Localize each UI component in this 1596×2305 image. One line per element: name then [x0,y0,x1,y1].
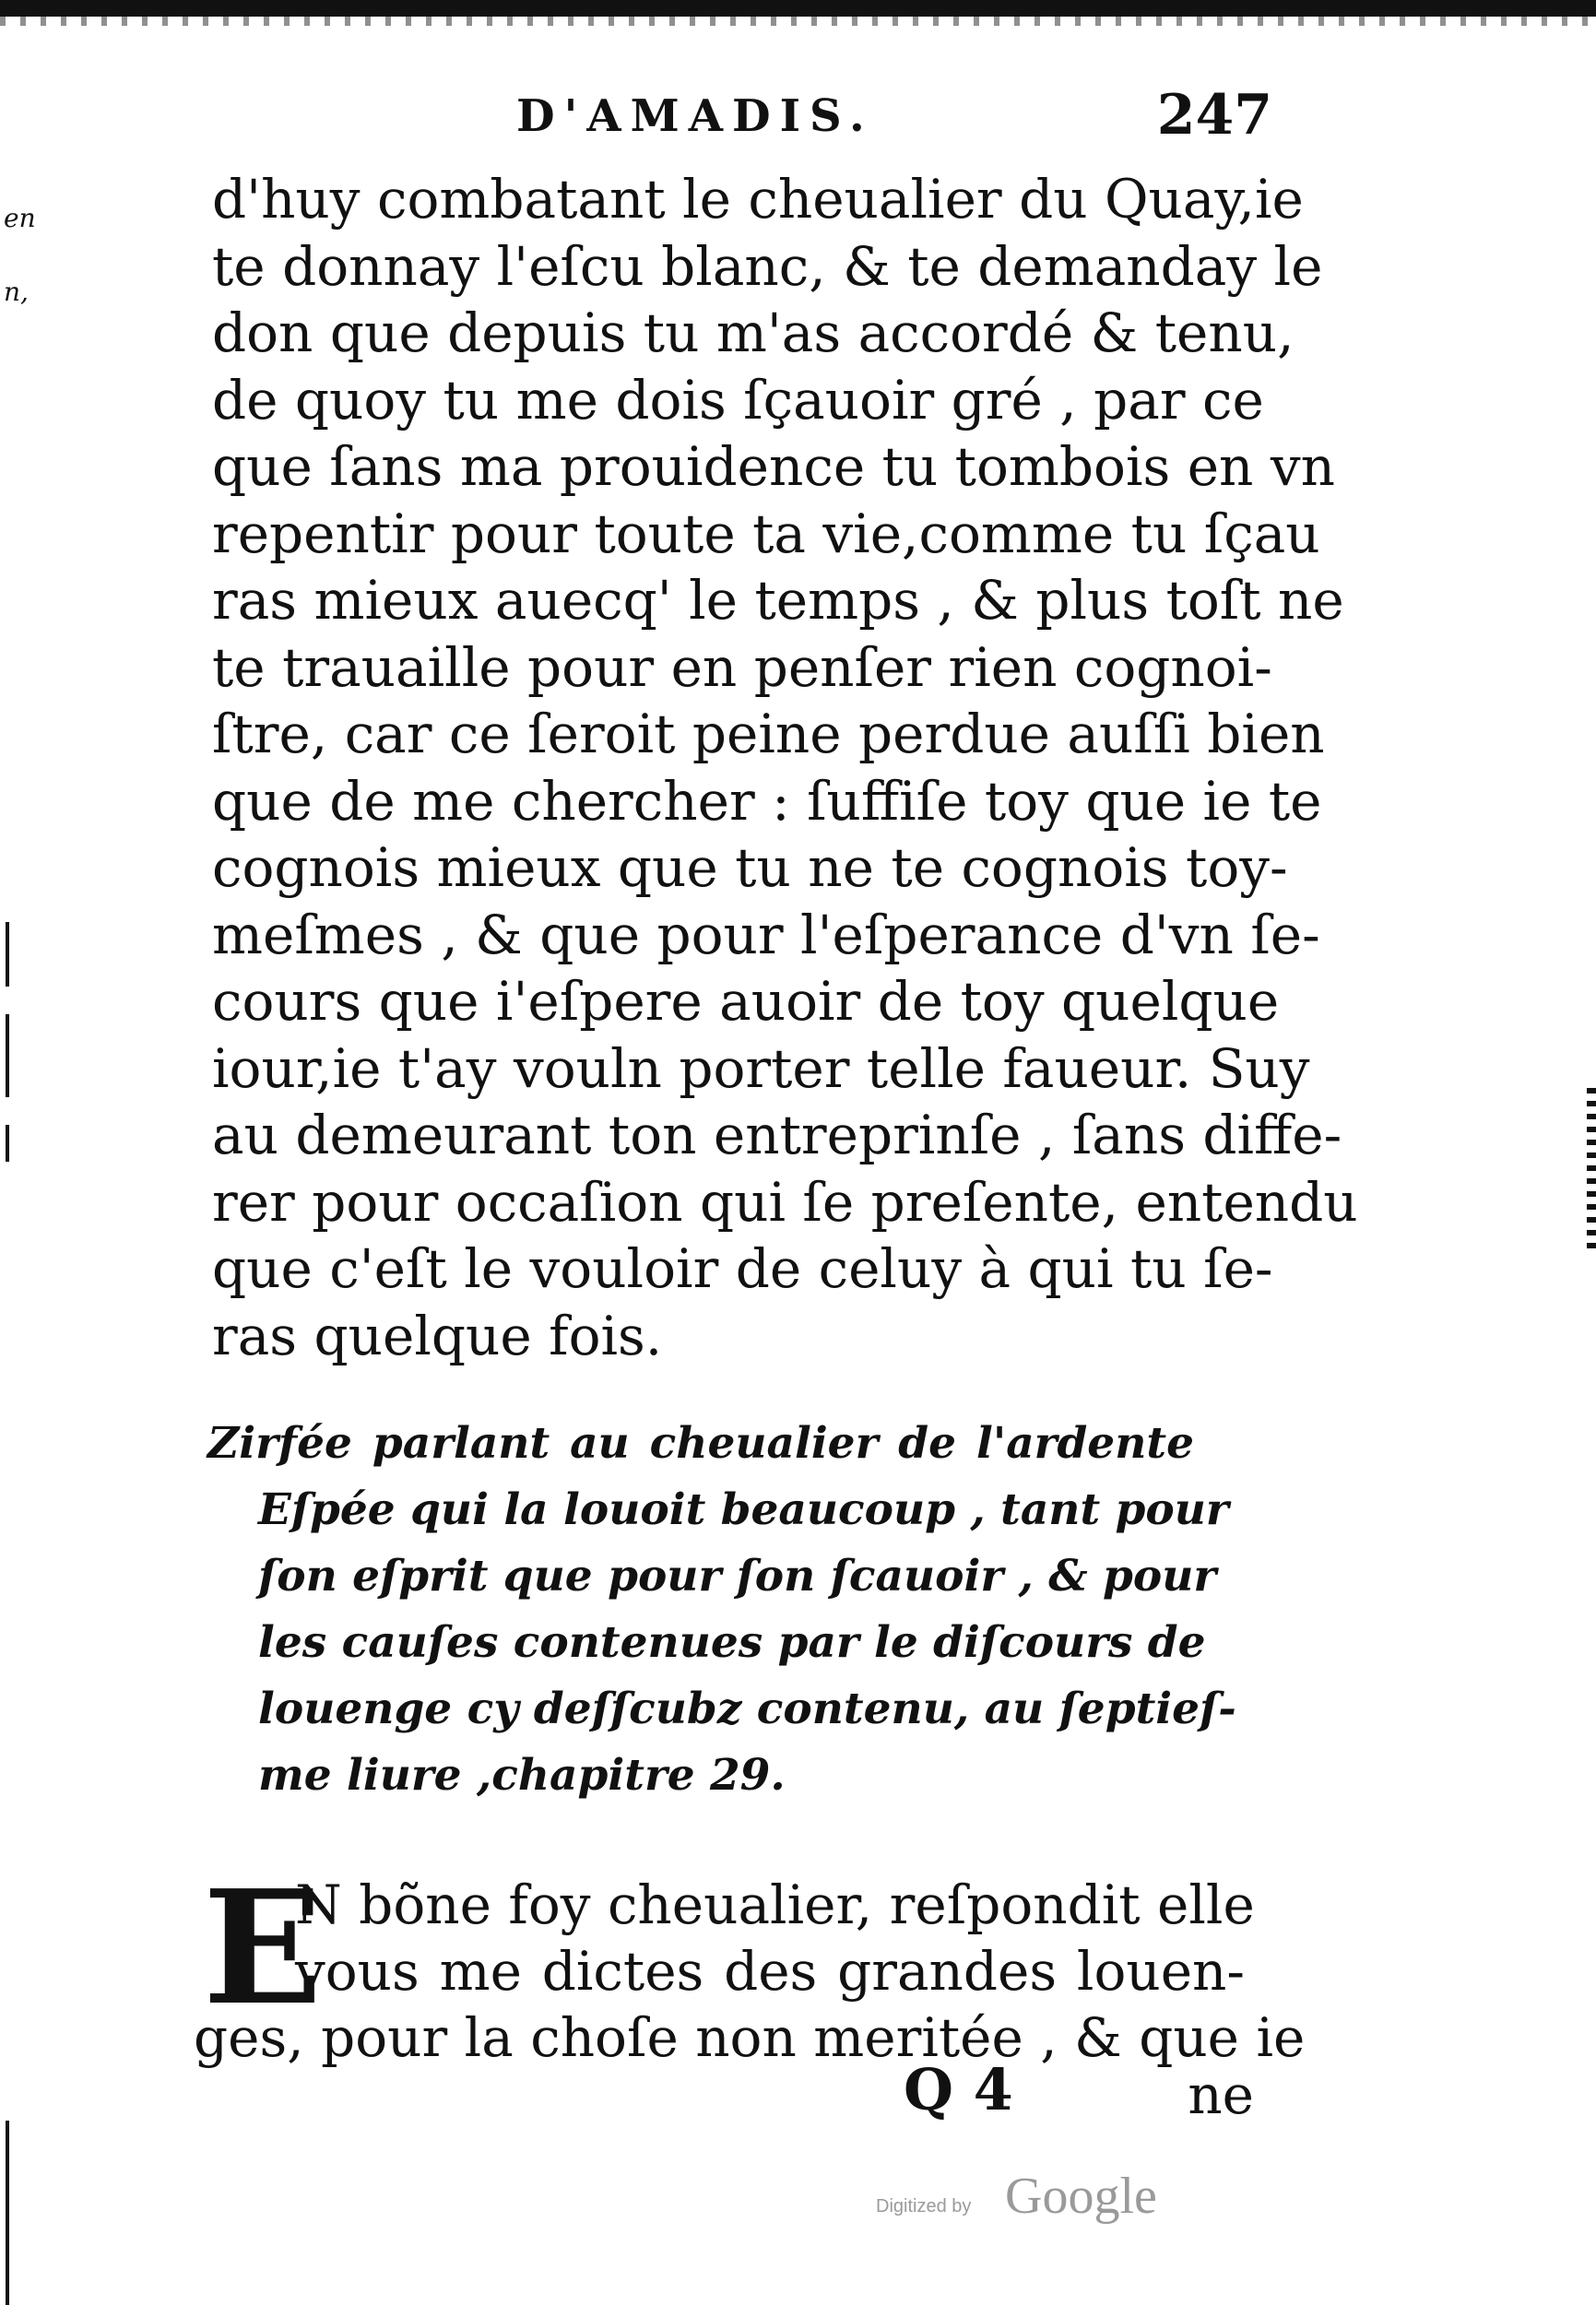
heading-line: me liure ,chapitre 29. [258,1750,786,1801]
margin-mark [6,1125,9,1162]
text-line: au demeurant ton entreprinſe , ſans diffe- [212,1104,1342,1166]
margin-fragment: en [4,203,36,233]
heading-line: louenge cy deſſcubz contenu, au ſeptieſ- [258,1684,1236,1734]
text-line: que ſans ma prouidence tu tombois en vn [212,435,1335,498]
text-line: que c'eſt le vouloir de celuy à qui tu ſe- [212,1237,1273,1300]
body-paragraph [212,166,1358,1369]
text-line: meſmes , & que pour l'eſperance d'vn ſe- [212,903,1320,966]
page-header [516,83,1309,155]
text-line: te trauaille pour en penſer rien cognoi- [212,635,1272,699]
page-number: 247 [1156,83,1272,148]
heading-line: Zirfée parlant au cheualier de l'ardente [207,1418,1194,1469]
heading-line: ſon eſprit que pour ſon ſcauoir , & pour [258,1551,1217,1602]
text-line: cours que i'eſpere auoir de toy quelque [212,970,1280,1033]
text-line: iour,ie t'ay vouln porter telle faueur. Suy [212,1036,1310,1100]
text-line: repentir pour toute ta vie,comme tu ſçau [212,502,1320,565]
page-footer [904,2056,1254,2130]
left-margin-rule [6,2121,9,2305]
text-line: don que depuis tu m'as accordé & tenu, [212,301,1295,364]
signature-mark: Q 4 [904,2056,1013,2123]
text-line: rer pour occaſion qui ſe preſente, entendu [212,1170,1358,1234]
margin-mark [6,1014,9,1097]
right-margin-bleed [1587,1088,1596,1254]
margin-mark [6,922,9,987]
text-line: ras quelque fois. [212,1304,663,1367]
left-margin-bleed [0,166,37,1180]
text-line: cognois mieux que tu ne te cognois toy- [212,836,1288,899]
page-top-edge [0,0,1596,17]
margin-fragment: n, [4,277,29,307]
heading-line: les cauſes contenues par le diſcours de [258,1617,1206,1668]
section-opening [194,1856,1306,2071]
text-line: que de me chercher : ſuffiſe toy que ie te [212,769,1322,833]
catchword: ne [1188,2063,1254,2126]
chapter-heading [207,1411,1236,1809]
text-line: d'huy combatant le cheualier du Quay,ie [212,168,1304,230]
text-line: ges, pour la choſe non meritée , & que ie [194,2006,1306,2069]
text-line: te donnay l'eſcu blanc, & te demanday le [212,234,1323,298]
heading-line: Eſpée qui la louoit beaucoup , tant pour [258,1484,1229,1535]
text-line: N bõne foy cheualier, reſpondit elle [295,1874,1255,1936]
text-line: ras mieux auecq' le temps , & plus toſt ne [212,569,1344,632]
google-logo-text: Google [1005,2168,1157,2225]
running-head: D'AMADIS. [516,90,874,142]
text-line: de quoy tu me dois ſçauoir gré , par ce [212,368,1264,431]
watermark-small-text: Digitized by [876,2196,972,2216]
google-watermark [876,2167,1189,2231]
text-line: vous me dictes des grandes louen- [295,1940,1245,2003]
text-line: ſtre, car ce ſeroit peine perdue auſſi bien [212,703,1325,765]
drop-cap: E [203,1856,323,2040]
